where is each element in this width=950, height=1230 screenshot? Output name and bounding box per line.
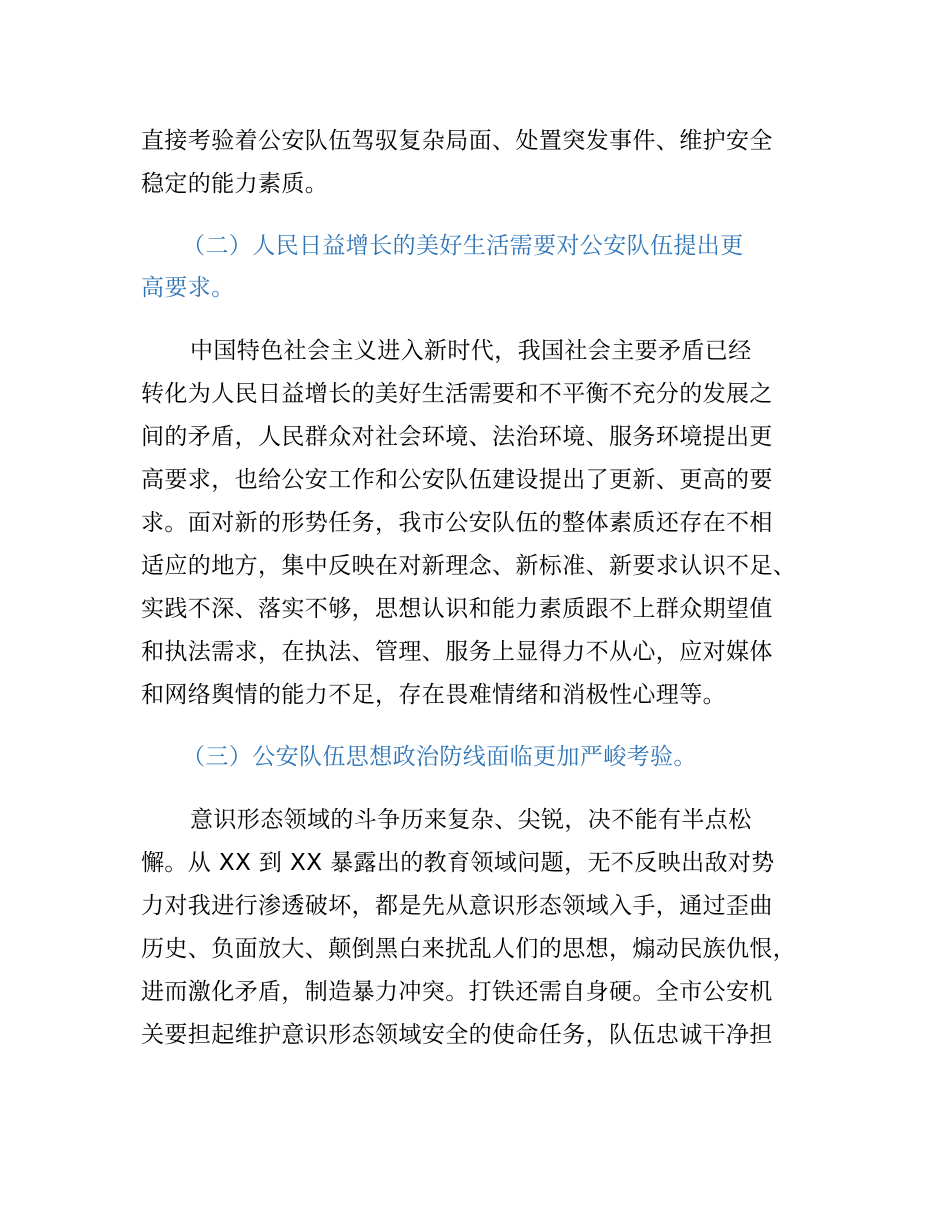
paragraph-line: 转化为人民日益增长的美好生活需要和不平衡不充分的发展之 [141,381,773,407]
paragraph-line: 直接考验着公安队伍驾驭复杂局面、处置突发事件、维护安全 [141,128,773,154]
paragraph-line: 实践不深、落实不够，思想认识和能力素质跟不上群众期望值 [141,596,773,622]
paragraph-line: 和执法需求，在执法、管理、服务上显得力不从心，应对媒体 [141,639,773,665]
paragraph-line: 中国特色社会主义进入新时代，我国社会主要矛盾已经 [190,338,752,364]
section-heading: （三）公安队伍思想政治防线面临更加严峻考验。 [182,744,697,770]
paragraph-line: 稳定的能力素质。 [141,171,329,197]
paragraph-line: 适应的地方，集中反映在对新理念、新标准、新要求认识不足、 [141,553,797,579]
paragraph-line: 历史、负面放大、颠倒黑白来扰乱人们的思想，煽动民族仇恨， [141,936,797,962]
paragraph-line: 求。面对新的形势任务，我市公安队伍的整体素质还存在不相 [141,510,773,536]
paragraph-line: 间的矛盾，人民群众对社会环境、法治环境、服务环境提出更 [141,424,773,450]
section-heading-continuation: 高要求。 [141,275,235,301]
paragraph-line: 力对我进行渗透破坏，都是先从意识形态领域入手，通过歪曲 [141,893,773,919]
paragraph-line: 意识形态领域的斗争历来复杂、尖锐，决不能有半点松 [190,807,752,833]
paragraph-line: 懈。从 XX 到 XX 暴露出的教育领域问题，无不反映出敌对势 [141,850,775,876]
paragraph-line: 高要求，也给公安工作和公安队伍建设提出了更新、更高的要 [141,467,773,493]
paragraph-line: 进而激化矛盾，制造暴力冲突。打铁还需自身硬。全市公安机 [141,979,773,1005]
section-heading: （二）人民日益增长的美好生活需要对公安队伍提出更 [182,233,744,259]
paragraph-line: 关要担起维护意识形态领域安全的使命任务，队伍忠诚干净担 [141,1022,773,1048]
paragraph-line: 和网络舆情的能力不足，存在畏难情绪和消极性心理等。 [141,682,726,708]
